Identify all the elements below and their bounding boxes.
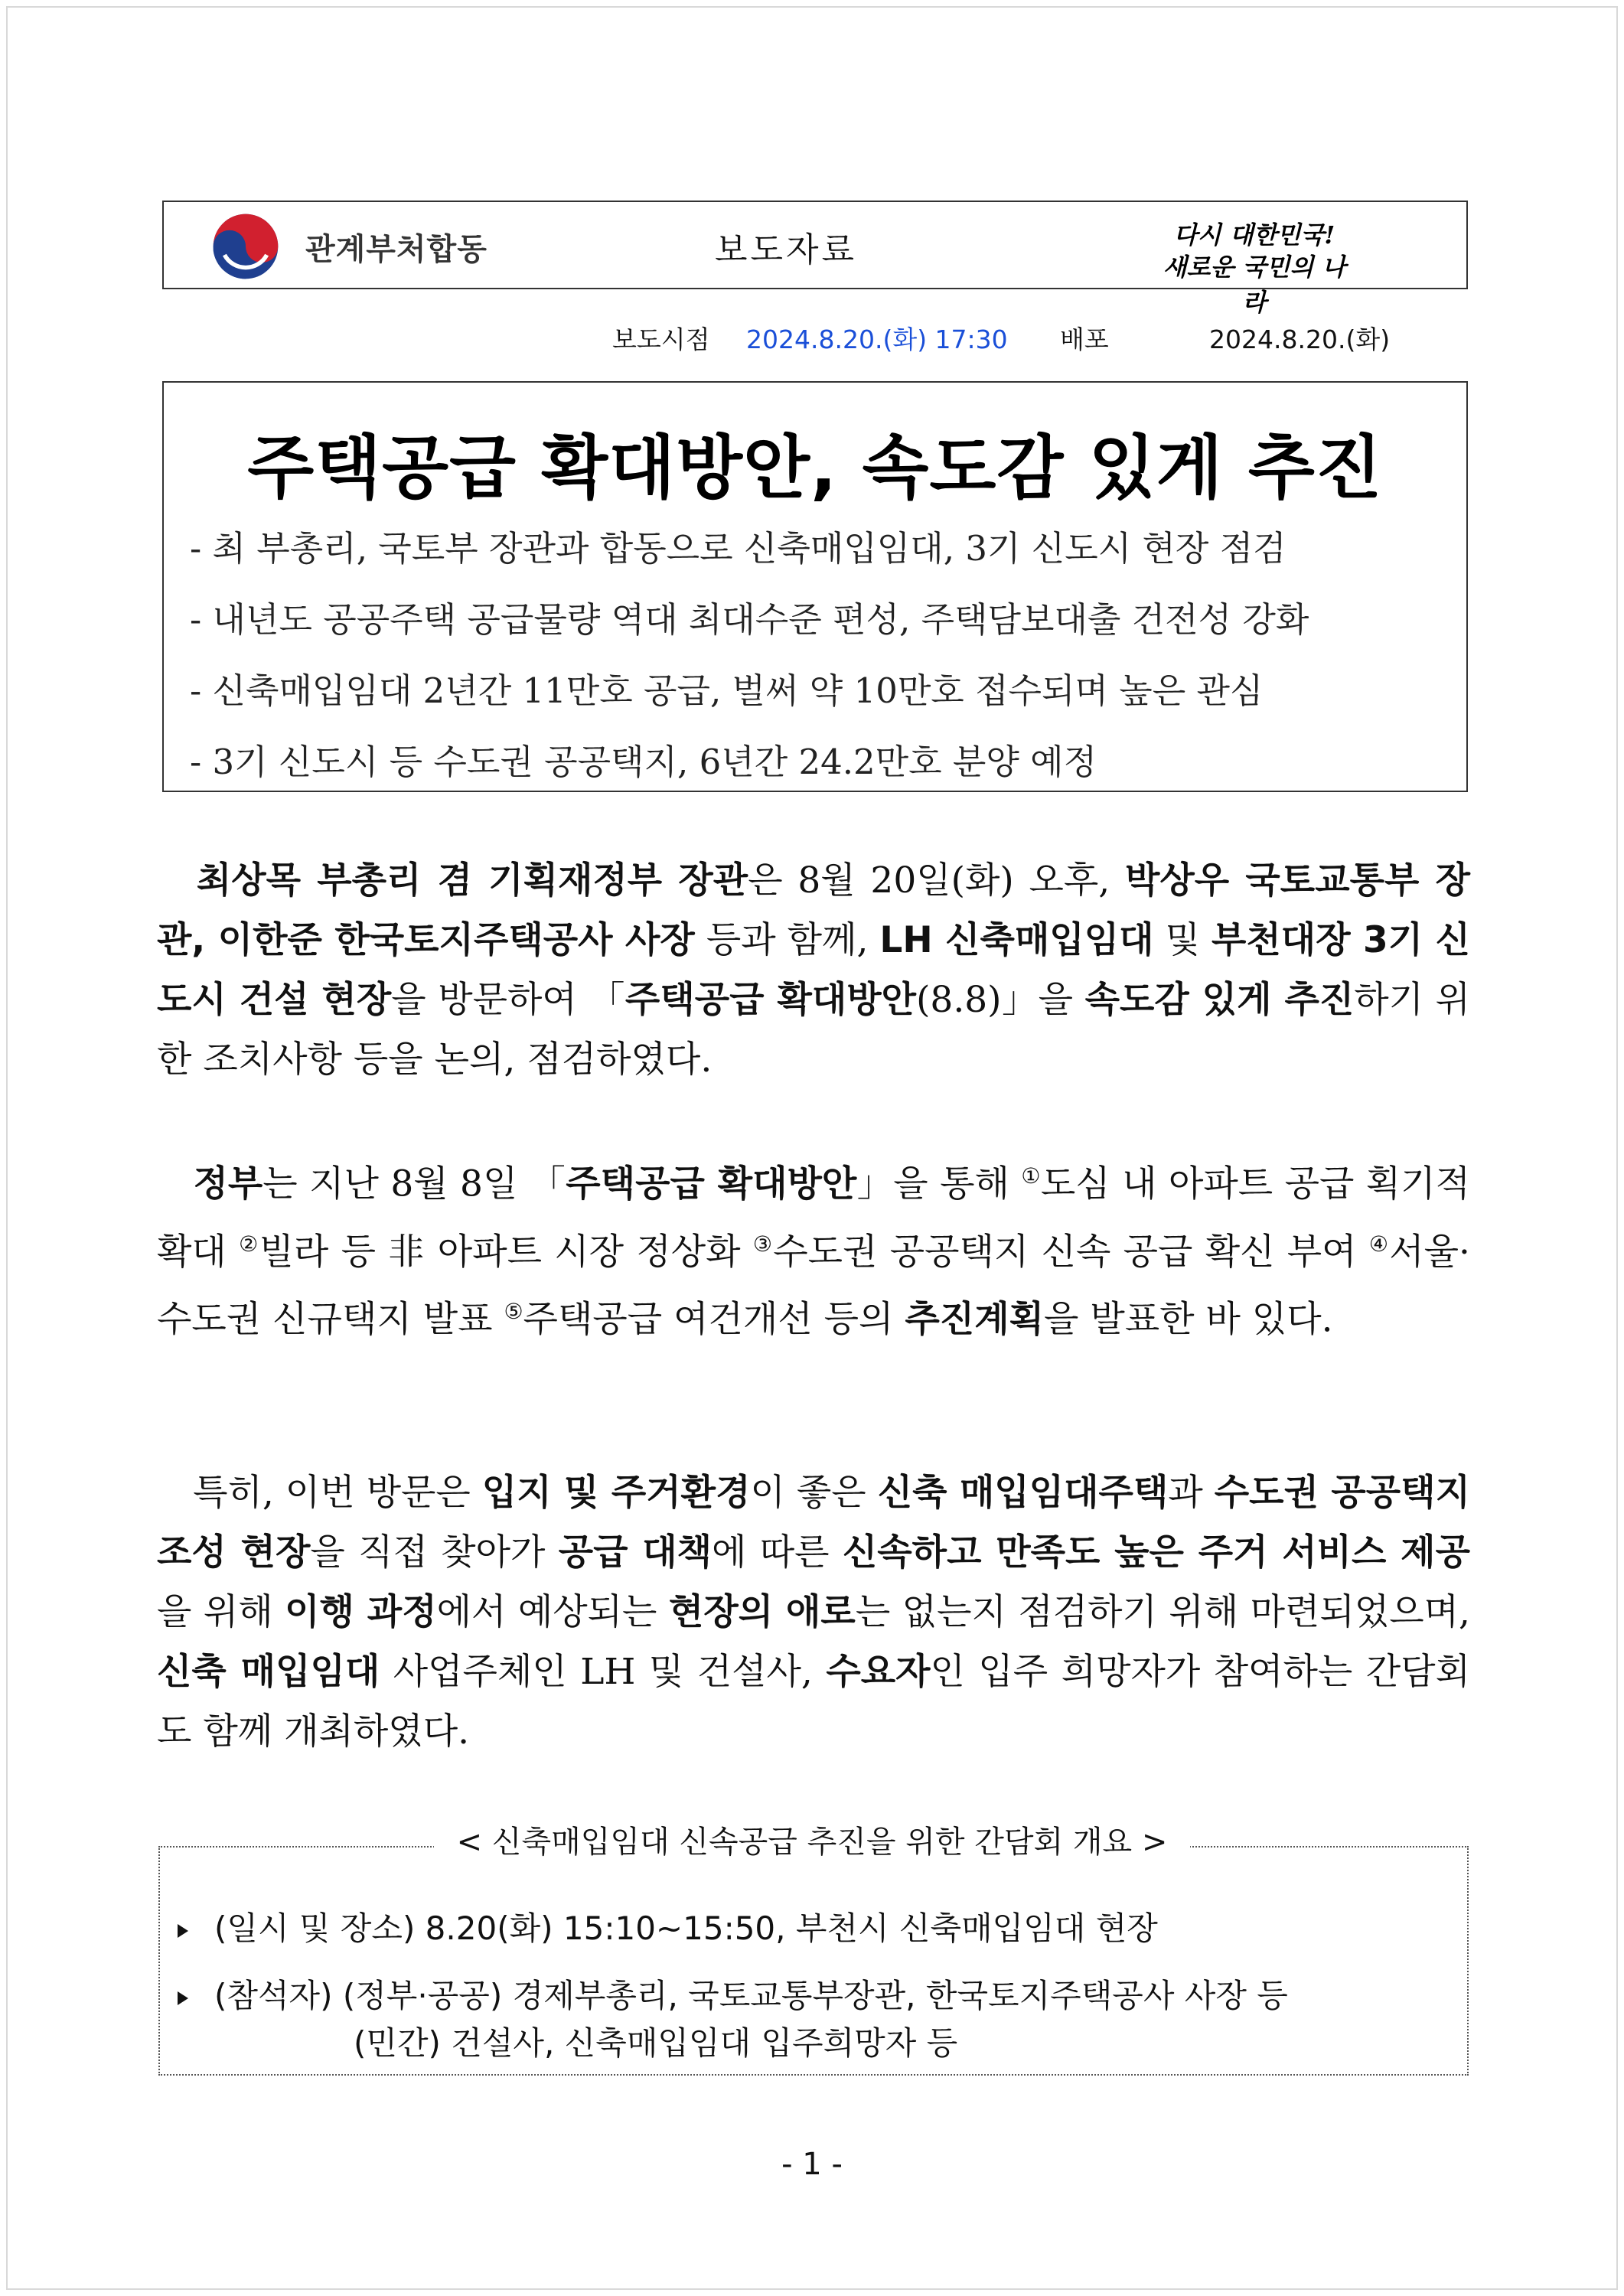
subtitle-list (190, 513, 1309, 797)
page-title: 주택공급 확대방안, 속도감 있게 추진 (247, 428, 1383, 508)
subtitle-item: - 신축매입임대 2년간 11만호 공급, 벌써 약 10만호 접수되며 높은 관심 (190, 670, 1264, 711)
subtitle-item: - 최 부총리, 국토부 장관과 합동으로 신축매입임대, 3기 신도시 현장 점검 (190, 528, 1286, 569)
page-number: - 1 - (781, 2147, 843, 2182)
distribution-label: 배포 (1060, 325, 1109, 354)
organization-name: 관계부처합동 (305, 232, 488, 267)
slogan-signature (1159, 211, 1350, 317)
overview-item-attendees: (참석자) (정부·공공) 경제부총리, 국토교통부장관, 한국토지주택공사 사장 등 (178, 1971, 1288, 2017)
release-type: 보도자료 (715, 230, 858, 269)
title-box (162, 381, 1468, 792)
release-time-label: 보도시점 (612, 325, 710, 354)
distribution-date: 2024.8.20.(화) (1209, 325, 1391, 354)
body-paragraph-1: 최상목 부총리 겸 기획재정부 장관은 8월 20일(화) 오후, 박상우 국토교통부 장관, 이한준 한국토지주택공사 사장 등과 함께, LH 신축매입임대 및 부천대장 3기 신도시 건설 현장을 방문하여 「주택공급 확대방안(8.8)」을 속도감 있게 추진하기 위한 조치사항 등을 논의, 점검하였다. (157, 859, 1471, 1081)
triangle-bullet-icon (178, 1924, 188, 1938)
overview-item-datetime: (일시 및 장소) 8.20(화) 15:10~15:50, 부천시 신축매입임대 현장 (178, 1903, 1158, 1949)
overview-item-attendees-private: (민간) 건설사, 신축매입임대 입주희망자 등 (354, 2024, 958, 2062)
overview-title: < 신축매입임대 신속공급 추진을 위한 간담회 개요 > (0, 1818, 1624, 1861)
body-paragraph-2: 정부는 지난 8월 8일 「주택공급 확대방안」을 통해 ①도심 내 아파트 공급 획기적 확대 ②빌라 등 非 아파트 시장 정상화 ③수도권 공공택지 신속 공급 확신 부여 ④서울·수도권 신규택지 발표 ⑤주택공급 여건개선 등의 추진계획을 발표한 바 있다. (157, 1163, 1470, 1341)
slogan-line-2: 새로운 국민의 나라 (1163, 253, 1346, 317)
government-logo-icon (208, 211, 283, 282)
subtitle-item: - 3기 신도시 등 수도권 공공택지, 6년간 24.2만호 분양 예정 (190, 742, 1097, 782)
release-time-value: 2024.8.20.(화) 17:30 (746, 325, 1008, 354)
triangle-bullet-icon (178, 1991, 188, 2005)
subtitle-item: - 내년도 공공주택 공급물량 역대 최대수준 편성, 주택담보대출 건전성 강화 (190, 599, 1309, 640)
slogan-line-1: 다시 대한민국! (1173, 220, 1335, 249)
body-paragraph-3: 특히, 이번 방문은 입지 및 주거환경이 좋은 신축 매입임대주택과 수도권 공공택지 조성 현장을 직접 찾아가 공급 대책에 따른 신속하고 만족도 높은 주거 서비스 제공을 위해 이행 과정에서 예상되는 현장의 애로는 없는지 점검하기 위해 마련되었으며, 신축 매입임대 사업주체인 LH 및 건설사, 수요자인 입주 희망자가 참여하는 간담회도 함께 개최하였다. (157, 1472, 1471, 1753)
press-header (162, 201, 1468, 317)
